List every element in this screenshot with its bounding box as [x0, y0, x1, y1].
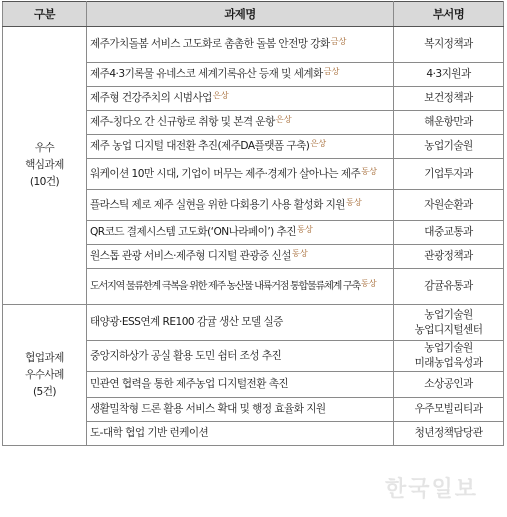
department-cell [394, 305, 504, 341]
award-tag: 동상 [291, 248, 308, 258]
task-name: 제주형 건강주치의 시범사업 [90, 92, 212, 104]
department-name: 기업투자과 [424, 167, 473, 180]
department-name: 감귤유통과 [424, 280, 473, 292]
header-task: 과제명 [87, 2, 394, 27]
task-name: 민관연 협력을 통한 제주농업 디지털전환 촉진 [90, 378, 289, 390]
department-name: 농업기술원 [424, 342, 473, 354]
awards-table [2, 1, 504, 446]
task-cell [87, 63, 394, 87]
header-department: 부서명 [394, 2, 504, 27]
department-name: 보건정책과 [424, 92, 473, 104]
task-cell [87, 269, 394, 305]
task-name: QR코드 결제시스템 고도화(‘ON나라페이’) 추진 [90, 226, 296, 238]
task-cell [87, 341, 394, 372]
department-cell [394, 269, 504, 305]
category-line: 우수 [34, 142, 55, 154]
task-cell [87, 190, 394, 221]
task-name: 제주4·3기록물 유네스코 세계기록유산 등재 및 세계화 [90, 68, 323, 80]
task-name: 도서지역 물류한계 극복을 위한 제주 농산물 내륙거점 통합물류체계 구축 [90, 281, 360, 292]
table-row [3, 305, 504, 341]
department-cell [394, 135, 504, 159]
task-cell [87, 111, 394, 135]
department-name: 미래농업육성과 [414, 357, 483, 369]
header-row [3, 2, 504, 27]
department-cell [394, 111, 504, 135]
department-name: 우주모빌리티과 [414, 403, 483, 415]
task-name: 플라스틱 제로 제주 실현을 위한 다회용기 사용 활성화 지원 [90, 198, 345, 211]
table-body [3, 27, 504, 446]
category-line: (10건) [29, 176, 60, 188]
task-cell [87, 245, 394, 269]
category-cell [3, 27, 87, 305]
department-cell [394, 159, 504, 190]
task-cell [87, 422, 394, 446]
task-cell [87, 305, 394, 341]
department-name: 농업기술원 [424, 140, 473, 152]
award-tag: 은상 [310, 138, 327, 148]
award-tag: 동상 [360, 278, 377, 288]
award-tag: 은상 [275, 114, 292, 124]
award-tag: 금상 [330, 36, 347, 46]
department-name: 농업기술원 [424, 308, 473, 321]
department-name: 자원순환과 [424, 198, 473, 211]
category-line: 협업과제 [25, 351, 64, 364]
task-name: 도-대학 협업 기반 런케이션 [90, 427, 209, 439]
award-tag: 은상 [212, 90, 229, 100]
task-cell [87, 221, 394, 245]
department-cell [394, 63, 504, 87]
department-name: 복지정책과 [424, 38, 473, 50]
task-cell [87, 372, 394, 398]
department-name: 4·3지원과 [426, 68, 471, 80]
department-cell [394, 341, 504, 372]
department-name: 대중교통과 [424, 226, 473, 238]
task-cell [87, 398, 394, 422]
department-cell [394, 221, 504, 245]
department-name: 청년정책담당관 [414, 427, 483, 439]
category-line: (5건) [32, 385, 57, 398]
header-category: 구분 [3, 2, 87, 27]
table-row [3, 27, 504, 63]
department-cell [394, 190, 504, 221]
task-cell [87, 135, 394, 159]
task-name: 제주-칭다오 간 신규항로 취항 및 본격 운항 [90, 116, 275, 128]
department-name: 해운항만과 [424, 116, 473, 128]
department-name: 농업디지털센터 [414, 323, 483, 336]
department-name: 관광정책과 [424, 250, 473, 262]
task-name: 제주가치돌봄 서비스 고도화로 촘촘한 돌봄 안전망 강화 [90, 38, 330, 50]
task-name: 워케이션 10만 시대, 기업이 머무는 제주·경제가 살아나는 제주 [90, 167, 361, 180]
category-line: 핵심과제 [25, 159, 64, 171]
task-name: 제주 농업 디지털 대전환 추진(제주DA플랫폼 구축) [90, 140, 310, 152]
department-cell [394, 27, 504, 63]
department-cell [394, 372, 504, 398]
award-tag: 금상 [323, 66, 340, 76]
department-cell [394, 422, 504, 446]
department-cell [394, 87, 504, 111]
task-name: 원스톱 관광 서비스·제주형 디지털 관광증 신설 [90, 250, 291, 262]
award-tag: 동상 [296, 224, 313, 234]
category-line: 우수사례 [25, 368, 64, 381]
task-cell [87, 27, 394, 63]
task-name: 생활밀착형 드론 활용 서비스 확대 및 행정 효율화 지원 [90, 403, 326, 415]
award-tag: 동상 [345, 196, 362, 207]
category-cell [3, 305, 87, 446]
department-name: 소상공인과 [424, 378, 473, 390]
task-name: 태양광·ESS연계 RE100 감귤 생산 모델 실증 [90, 316, 283, 328]
task-cell [87, 87, 394, 111]
task-cell [87, 159, 394, 190]
watermark-logo: 한국일보 [385, 477, 479, 502]
task-name: 중앙지하상가 공실 활용 도민 쉼터 조성 추진 [90, 349, 282, 362]
department-cell [394, 245, 504, 269]
award-tag: 동상 [361, 165, 377, 176]
department-cell [394, 398, 504, 422]
